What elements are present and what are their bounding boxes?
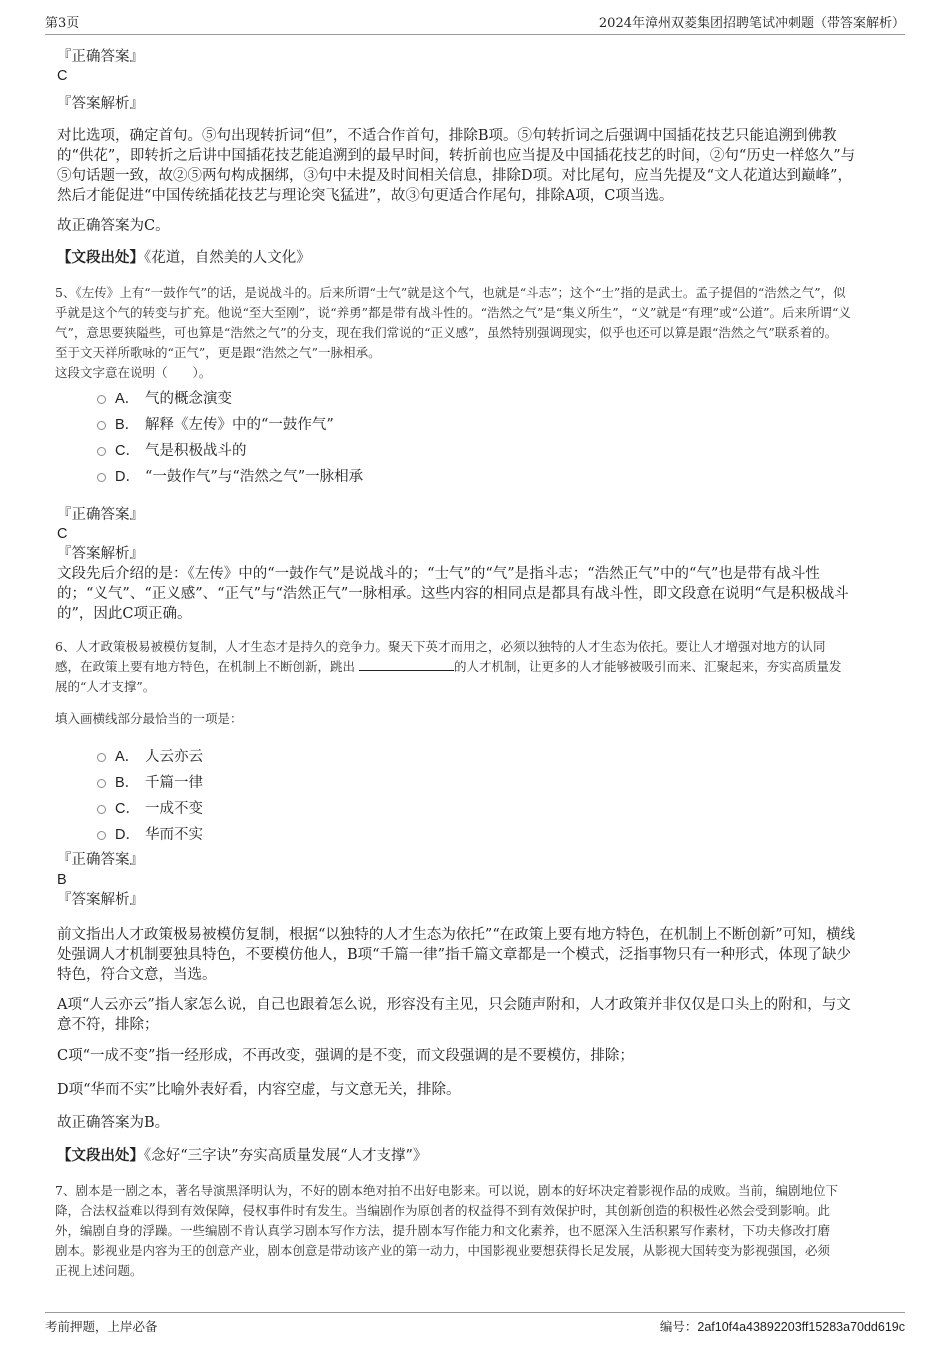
analysis-line: 前文指出人才政策极易被模仿复制，根据“以独特的人才生态为依托”“在政策上要有地方特色，在机制上不断创新”可知，横线: [57, 927, 856, 943]
q5-answer-label: 『正确答案』: [57, 507, 144, 523]
q5-option-d[interactable]: [97, 465, 363, 486]
stem-line: 这段文字意在说明（ ）。: [55, 365, 212, 380]
stem-line: 乎就是这个气的转变与扩充。他说“至大至刚”，说“养勇”都是带有战斗性的。“浩然之气”是“集义所生”，“义”就是“有理”或“公道”。后来所谓“义: [55, 305, 851, 320]
q6-option-a[interactable]: [97, 745, 203, 766]
q6-answer-label: 『正确答案』: [57, 852, 144, 868]
document-serial: [660, 1317, 905, 1335]
stem-line: 展的“人才支撑”。: [55, 679, 156, 694]
stem-line: 剧本。影视业是内容为王的创意产业，剧本创意是带动该产业的第一动力，中国影视业要想获得长足发展，从影视大国转变为影视强国，必须: [55, 1243, 831, 1258]
q4-conclusion: 故正确答案为C。: [57, 218, 170, 234]
analysis-line: 然后才能促进“中国传统插花技艺与理论突飞猛进”，故③句更适合作尾句，排除A项，C项当选。: [57, 188, 674, 204]
document-title: 2024年漳州双菱集团招聘笔试冲刺题（带答案解析）: [598, 16, 905, 31]
q6-analysis-label: 『答案解析』: [57, 892, 144, 908]
option-letter: A．: [115, 391, 140, 407]
q6-option-b[interactable]: [97, 771, 203, 792]
option-text: 解释《左传》中的“一鼓作气”: [145, 417, 334, 433]
option-text: 气的概念演变: [145, 391, 232, 407]
q7-stem: [55, 1181, 900, 1281]
analysis-line: 文段先后介绍的是：《左传》中的“一鼓作气”是说战斗的；“士气”的“气”是指斗志；“浩然正气”中的“气”也是带有战斗性: [57, 566, 820, 582]
analysis-line: 特色，符合文意，当选。: [57, 967, 217, 983]
option-text: 一成不变: [145, 801, 203, 817]
stem-line-part: 感，在政策上要有地方特色，在机制上不断创新，跳出: [55, 659, 356, 674]
q6-source: [57, 1146, 427, 1166]
q4-source: [57, 248, 311, 268]
option-text: 千篇一律: [145, 775, 203, 791]
option-letter: C．: [115, 443, 140, 459]
stem-line: 气”，意思要狭隘些，可也算是“浩然之气”的分支，现在我们常说的“正义感”，虽然特别强调现实，似乎也还可以算是跟“浩然之气”联系着的。: [55, 325, 838, 340]
analysis-line: 对比选项，确定首句。⑤句出现转折词“但”，不适合作首句，排除B项。⑤句转折词之后强调中国插花技艺只能追溯到佛教: [57, 128, 837, 144]
source-title: 《念好“三字诀”夯实高质量发展“人才支撑”》: [144, 1148, 428, 1164]
q6-option-c-analysis: C项“一成不变”指一经形成，不再改变，强调的是不变，而文段强调的是不要模仿，排除；: [57, 1048, 634, 1064]
page-footer: [45, 1312, 905, 1335]
stem-line: 外，编剧自身的浮躁。一些编剧不肯认真学习剧本写作方法，提升剧本写作能力和文化素养，也不愿深入生活积累写作素材，下功夫修改打磨: [55, 1223, 831, 1238]
analysis-line: 处强调人才机制要独具特色，不要模仿他人，B项“千篇一律”指千篇文章都是一个模式，泛指事物只有一种形式，体现了缺少: [57, 947, 851, 963]
analysis-line: 意不符，排除；: [57, 1017, 159, 1033]
q6-option-d-analysis: D项“华而不实”比喻外表好看，内容空虚，与文意无关，排除。: [57, 1082, 461, 1098]
q6-option-c[interactable]: [97, 797, 203, 818]
option-letter: B．: [115, 417, 140, 433]
footer-slogan: 考前押题，上岸必备: [45, 1319, 158, 1334]
radio-icon[interactable]: [97, 421, 106, 430]
q6-answer: B: [57, 872, 67, 888]
q6-option-a-analysis: [57, 995, 897, 1035]
option-letter: C．: [115, 801, 140, 817]
source-label: 【文段出处】: [57, 1147, 144, 1164]
analysis-line: 的”，因此C项正确。: [57, 606, 192, 622]
page-number: 第3页: [45, 16, 80, 31]
option-text: 人云亦云: [145, 749, 203, 765]
radio-icon[interactable]: [97, 447, 106, 456]
q6-option-d[interactable]: [97, 823, 203, 844]
stem-line: 降，合法权益难以得到有效保障，侵权事件时有发生。当编剧作为原创者的权益得不到有效保护时，其创新创造的积极性必然会受到影响。此: [55, 1203, 831, 1218]
stem-line-with-blank: [55, 657, 900, 677]
radio-icon[interactable]: [97, 395, 106, 404]
radio-icon[interactable]: [97, 831, 106, 840]
q6-stem: [55, 637, 900, 697]
q5-option-c[interactable]: [97, 439, 247, 460]
radio-icon[interactable]: [97, 473, 106, 482]
stem-line: 5、《左传》上有“一鼓作气”的话，是说战斗的。后来所谓“士气”就是这个气，也就是“斗志”；这个“士”指的是武士。孟子提倡的“浩然之气”，似: [55, 285, 846, 300]
stem-line: 至于文天祥所歌咏的“正气”，更是跟“浩然之气”一脉相承。: [55, 345, 381, 360]
analysis-line: ⑤句话题一致，故②⑤两句构成捆绑，③句中未提及时间相关信息，排除D项。对比尾句，应当先提及“文人花道达到巅峰”，: [57, 168, 852, 184]
stem-line: 正视上述问题。: [55, 1263, 143, 1278]
stem-line-part: 的人才机制，让更多的人才能够被吸引而来、汇聚起来，夯实高质量发: [454, 659, 842, 674]
option-text: “一鼓作气”与“浩然之气”一脉相承: [145, 469, 364, 485]
option-letter: A．: [115, 749, 140, 765]
fill-blank: [359, 657, 454, 671]
option-text: 华而不实: [145, 827, 203, 843]
q6-prompt: 填入画横线部分最恰当的一项是：: [55, 711, 243, 726]
radio-icon[interactable]: [97, 753, 106, 762]
serial-value: 2af10f4a43892203ff15283a70dd619c: [697, 1320, 905, 1334]
q5-analysis-label: 『答案解析』: [57, 546, 144, 562]
option-letter: D．: [115, 469, 140, 485]
q6-analysis: [57, 925, 897, 985]
q5-option-b[interactable]: [97, 413, 334, 434]
analysis-line: 的“供花”，即转折之后讲中国插花技艺能追溯到的最早时间，转折前也应当提及中国插花技艺的时间，②句“历史一样悠久”与: [57, 148, 856, 164]
stem-line: 7、剧本是一剧之本，著名导演黑泽明认为，不好的剧本绝对拍不出好电影来。可以说，剧本的好坏决定着影视作品的成败。当前，编剧地位下: [55, 1183, 838, 1198]
option-letter: B．: [115, 775, 140, 791]
q4-answer-label: 『正确答案』: [57, 49, 144, 65]
page-header: [45, 12, 905, 35]
q5-analysis: [57, 564, 897, 624]
analysis-line: A项“人云亦云”指人家怎么说，自己也跟着怎么说，形容没有主见，只会随声附和，人才政策并非仅仅是口头上的附和，与文: [57, 997, 851, 1013]
source-label: 【文段出处】: [57, 249, 144, 266]
stem-line: 6、人才政策极易被模仿复制，人才生态才是持久的竞争力。聚天下英才而用之，必须以独特的人才生态为依托。要让人才增强对地方的认同: [55, 639, 826, 654]
q5-answer: C: [57, 526, 68, 542]
option-letter: D．: [115, 827, 140, 843]
source-title: 《花道，自然美的人文化》: [144, 250, 311, 266]
radio-icon[interactable]: [97, 805, 106, 814]
q4-answer: C: [57, 68, 68, 84]
q5-option-a[interactable]: [97, 387, 232, 408]
option-text: 气是积极战斗的: [145, 443, 247, 459]
q5-stem: [55, 283, 900, 383]
q6-conclusion: 故正确答案为B。: [57, 1115, 170, 1131]
q4-analysis-label: 『答案解析』: [57, 96, 144, 112]
analysis-line: 的；“义气”、“正义感”、“正气”与“浩然正气”一脉相承。这些内容的相同点是都具有战斗性，即文段意在说明“气是积极战斗: [57, 586, 849, 602]
radio-icon[interactable]: [97, 779, 106, 788]
serial-label: 编号：: [659, 1319, 698, 1334]
q4-analysis: [57, 126, 897, 206]
